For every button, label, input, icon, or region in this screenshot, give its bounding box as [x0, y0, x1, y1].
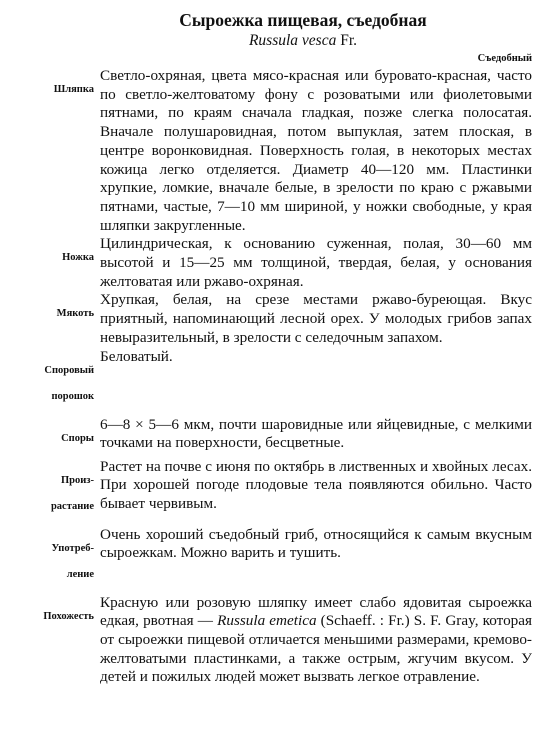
entry-text — [100, 594, 532, 688]
entry-usage — [30, 526, 532, 594]
entry-label — [30, 594, 100, 636]
entry-text-part: (Schaeff. : Fr.) S. F. Gray, которая от сыроежки пищевой отличается меньшими размерами, кремово-желтоватыми пластинками, а также острым, жгучим вкусом. У детей и пожилых людей может вызвать легкое отравление. — [100, 612, 532, 686]
entry-label — [30, 235, 100, 277]
latin-author: Fr. — [336, 32, 358, 49]
entry-label-line: Ножка — [62, 252, 94, 264]
entry-stem — [30, 235, 532, 291]
entry-label — [30, 458, 100, 526]
entry-text: Растет на почве с июня по октябрь в лиственных и хвойных лесах. При хорошей погоде плодовые тела появляются обильно. Часто бывает червивым. — [100, 457, 532, 512]
entry-flesh — [30, 291, 532, 347]
latin-genus-species: Russula vesca — [248, 32, 337, 49]
latin-name — [74, 31, 532, 50]
entry-text: Беловатый. — [100, 347, 173, 365]
entry-label-line: Похожесть — [43, 610, 94, 622]
entry-text: Цилиндрическая, к основанию суженная, полая, 30—60 мм высотой и 15—25 мм толщиной, твердая, белая, у основания желтоватая или ржаво-охряная. — [100, 235, 532, 290]
page-title: Сыроежка пищевая, съедобная — [179, 10, 427, 30]
entry-label-line: Споры — [61, 432, 94, 444]
entry-label — [30, 526, 100, 594]
entry-similarity — [30, 594, 532, 688]
entry-text: Очень хороший съедобный гриб, относящийся к самым вкусным сыроежкам. Можно варить и тушить. — [100, 525, 532, 562]
entry-label-line: Шляпка — [53, 84, 94, 95]
entry-text: Хрупкая, белая, на срезе местами ржаво-буреющая. Вкус приятный, напоминающий лесной орех. У молодых грибов запах невыразительный, в зрелости с селедочным запахом. — [100, 291, 532, 346]
entry-text: 6—8 × 5—6 мкм, почти шаровидные или яйцевидные, с мелкими точками на поверхности, бесцветные. — [100, 415, 532, 452]
entry-label-line: Употреб- — [51, 542, 94, 554]
entry-cap — [30, 67, 532, 235]
entry-label — [30, 67, 100, 109]
latin-species-name: Russula emetica — [217, 612, 317, 630]
entry-text: Светло-охряная, цвета мясо-красная или буровато-красная, часто по светло-желтоватому фону с розоватыми или фиолетовыми пятнами, по краям сначала гладкая, позже слегка полосатая. Вначале полушаровидная, потом выпуклая, затем плоская, в центре воронковидная. Поверхность голая, в некоторых местах кожица легко отделяется. Диаметр 40—120 мм. Пластинки хрупкие, ломкие, вначале белые, в зрелости по краю с ржавыми пятнами, частые, 7—10 мм шириной, у ножки свободные, у края шляпки закругленные. — [100, 67, 532, 234]
entry-label-line: растание — [50, 500, 94, 512]
entry-spores — [30, 416, 532, 458]
edibility-category: Съедобный — [477, 53, 532, 64]
entry-label — [30, 416, 100, 458]
entry-label-line: Мякоть — [56, 308, 94, 320]
entry-label — [30, 348, 100, 416]
entry-text-part: Красную или розовую шляпку имеет слабо ядовитая сыроежка едкая, рвотная — — [100, 593, 532, 630]
entry-label-line: Произ- — [60, 474, 94, 486]
entry-label-line: Споровый — [44, 364, 94, 376]
entry-label-line: порошок — [51, 390, 94, 402]
entry-spore-print — [30, 348, 532, 416]
entry-label — [30, 291, 100, 333]
entry-label-line: ление — [66, 568, 94, 580]
entry-habitat — [30, 458, 532, 526]
